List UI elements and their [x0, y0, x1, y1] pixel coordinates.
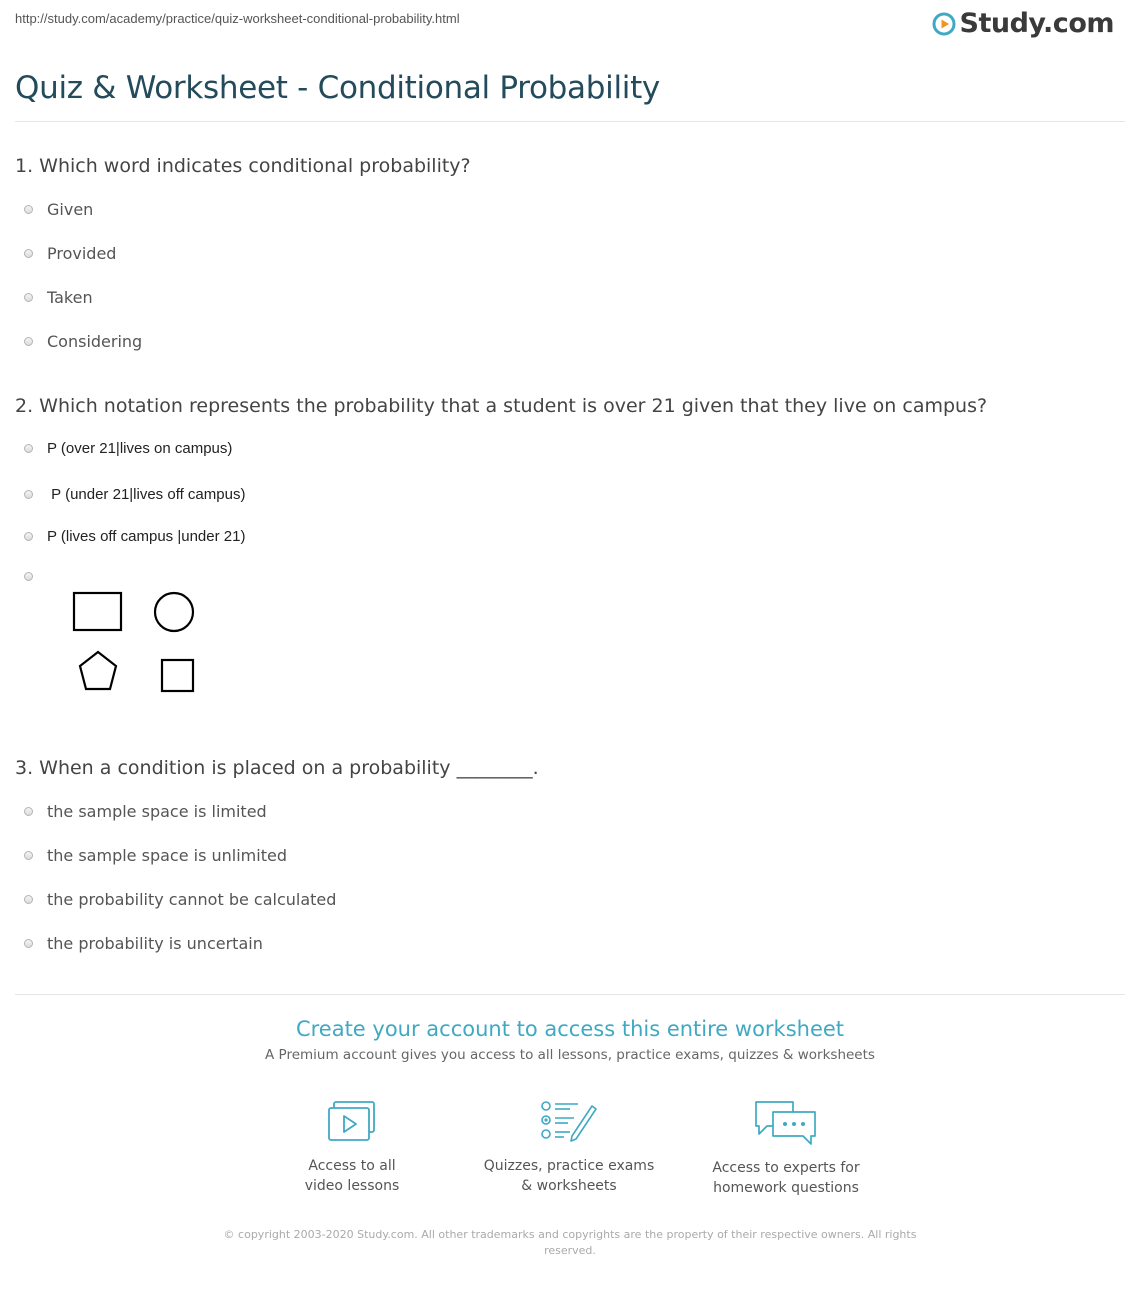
option-label: the sample space is limited: [47, 802, 267, 821]
feature-video-lessons: [252, 1100, 452, 1196]
page-title: Quiz & Worksheet - Conditional Probability: [15, 70, 660, 106]
feature-quizzes: [469, 1100, 669, 1196]
q3-option-3[interactable]: [24, 890, 336, 909]
video-lessons-icon: [326, 1100, 378, 1144]
logo-text: Study.com: [959, 8, 1114, 39]
radio-button[interactable]: [24, 572, 33, 581]
question-2: 2. Which notation represents the probability that a student is over 21 given that they live on campus?: [15, 395, 988, 417]
radio-button[interactable]: [24, 895, 33, 904]
feature-line-2: video lessons: [304, 1178, 400, 1194]
q3-option-4[interactable]: [24, 934, 263, 953]
q1-option-1[interactable]: [24, 200, 93, 219]
option-label: the probability is uncertain: [47, 934, 263, 953]
q2-option-4[interactable]: [24, 572, 47, 581]
feature-line-1: Quizzes, practice exams: [483, 1158, 655, 1174]
q1-option-2[interactable]: [24, 244, 116, 263]
play-logo-icon: [932, 12, 956, 36]
q2-option-2[interactable]: [24, 486, 245, 503]
q1-option-3[interactable]: [24, 288, 93, 307]
feature-line-2: homework questions: [713, 1180, 859, 1196]
study-logo[interactable]: [932, 8, 1114, 39]
cta-divider: [15, 994, 1125, 995]
option-label: P (lives off campus |under 21): [47, 528, 246, 545]
q1-option-4[interactable]: [24, 332, 142, 351]
radio-button[interactable]: [24, 807, 33, 816]
square-shape: [162, 660, 193, 691]
radio-button[interactable]: [24, 532, 33, 541]
option-label: Taken: [47, 288, 93, 307]
feature-line-1: Access to all: [308, 1158, 396, 1174]
q2-option-1[interactable]: [24, 440, 232, 457]
option-label: Provided: [47, 244, 117, 263]
radio-button[interactable]: [24, 490, 33, 499]
option-label: P (over 21|lives on campus): [47, 440, 233, 457]
radio-button[interactable]: [24, 851, 33, 860]
radio-button[interactable]: [24, 249, 33, 258]
question-3: 3. When a condition is placed on a probability ________.: [15, 757, 539, 779]
feature-line-1: Access to experts for: [712, 1160, 860, 1176]
q3-option-1[interactable]: [24, 802, 267, 821]
chat-bubbles-icon: [753, 1100, 819, 1146]
circle-shape: [155, 593, 193, 631]
option-label: Considering: [47, 332, 143, 351]
title-divider: [15, 121, 1125, 122]
page-url: http://study.com/academy/practice/quiz-worksheet-conditional-probability.html: [15, 11, 460, 26]
pentagon-shape: [80, 652, 116, 689]
feature-line-2: & worksheets: [521, 1178, 617, 1194]
radio-button[interactable]: [24, 444, 33, 453]
option-label: Given: [47, 200, 94, 219]
radio-button[interactable]: [24, 205, 33, 214]
option-label: the sample space is unlimited: [47, 846, 287, 865]
cta-subtitle: A Premium account gives you access to all lessons, practice exams, quizzes & worksheets: [265, 1047, 875, 1063]
radio-button[interactable]: [24, 939, 33, 948]
cta-title[interactable]: Create your account to access this entire worksheet: [295, 1017, 845, 1041]
q3-option-2[interactable]: [24, 846, 287, 865]
rectangle-shape: [74, 593, 121, 630]
feature-experts: [686, 1100, 886, 1198]
copyright-footer: © copyright 2003-2020 Study.com. All other trademarks and copyrights are the property of their respective owners. All rights reserved.: [223, 1228, 917, 1257]
question-1: 1. Which word indicates conditional probability?: [15, 155, 471, 177]
radio-button[interactable]: [24, 337, 33, 346]
option-label: P (under 21|lives off campus): [47, 486, 246, 503]
radio-button[interactable]: [24, 293, 33, 302]
quiz-list-icon: [540, 1100, 598, 1144]
option-label: the probability cannot be calculated: [47, 890, 337, 909]
shapes-image: [70, 590, 210, 700]
q2-option-3[interactable]: [24, 528, 245, 545]
